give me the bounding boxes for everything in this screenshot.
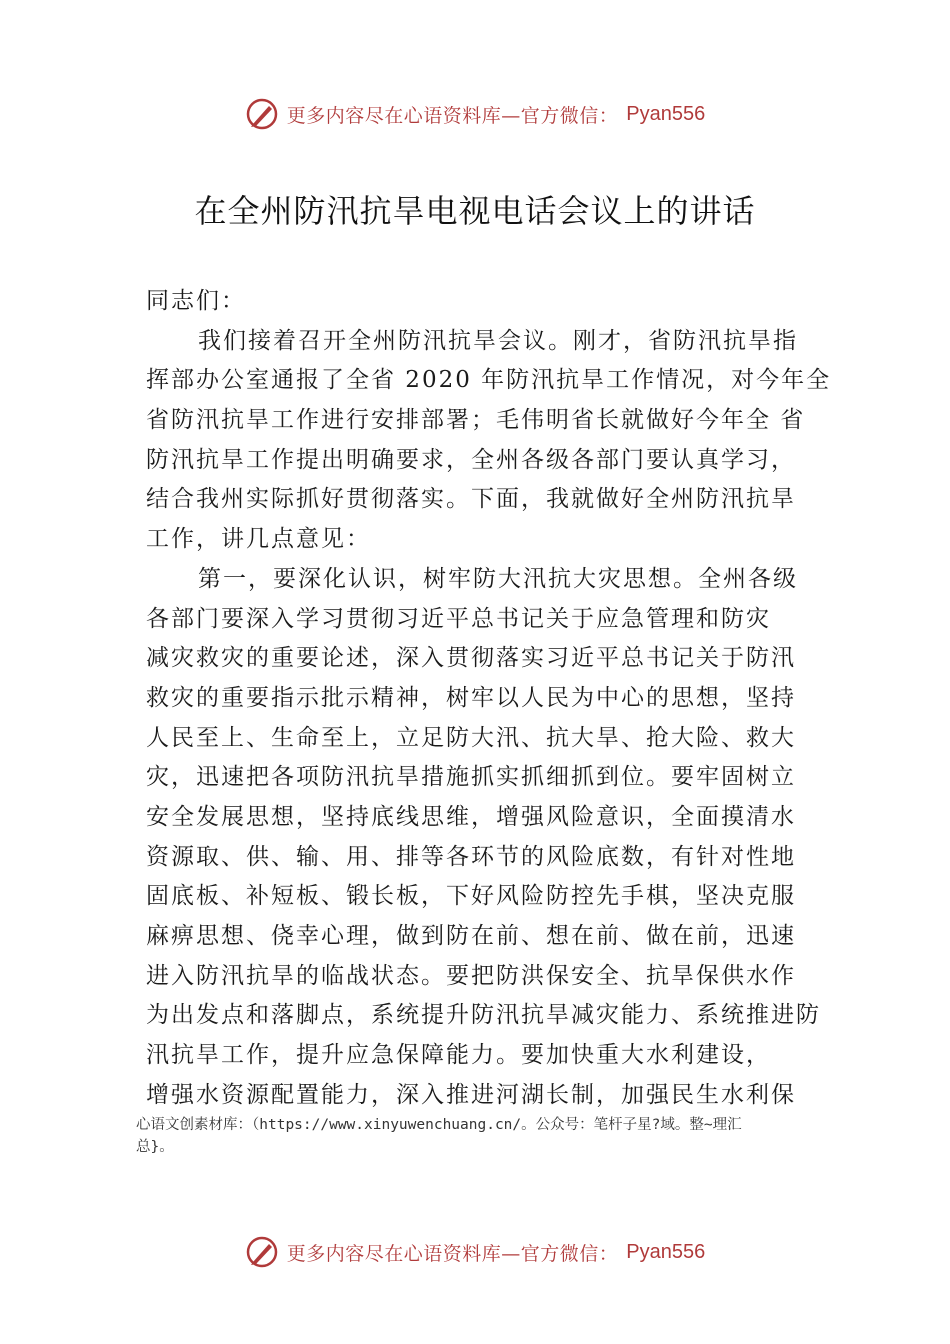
body-line: 减灾救灾的重要论述，深入贯彻落实习近平总书记关于防汛 [146, 645, 796, 672]
watermark-text: 更多内容尽在心语资料库—官方微信： [286, 1242, 619, 1265]
body-line: 汛抗旱工作，提升应急保障能力。要加快重大水利建设， [146, 1042, 771, 1069]
watermark-wechat-id: Pyan556 [626, 102, 706, 125]
body-line: 挥部办公室通报了全省 2020 年防汛抗旱工作情况，对今年全 [146, 367, 832, 394]
body-line: 增强水资源配置能力，深入推进河湖长制，加强民生水利保 [146, 1081, 796, 1108]
body-line: 我们接着召开全州防汛抗旱会议。刚才，省防汛抗旱指 [198, 327, 798, 354]
body-line: 各部门要深入学习贯彻习近平总书记关于应急管理和防灾 [146, 605, 771, 632]
body-line: 省防汛抗旱工作进行安排部署；毛伟明省长就做好今年全 省 [146, 407, 806, 434]
salutation-line: 同志们： [146, 288, 246, 314]
body-line: 安全发展思想，坚持底线思维，增强风险意识，全面摸清水 [146, 803, 796, 830]
pen-logo-icon [245, 97, 279, 131]
source-footnote [136, 1114, 826, 1158]
header-watermark [0, 94, 950, 134]
document-title: 在全州防汛抗旱电视电话会议上的讲话 [194, 192, 756, 230]
body-line: 麻痹思想、侥幸心理，做到防在前、想在前、做在前，迅速 [146, 923, 796, 949]
body-line: 结合我州实际抓好贯彻落实。下面，我就做好全州防汛抗旱 [146, 486, 796, 513]
body-line: 进入防汛抗旱的临战状态。要把防洪保安全、抗旱保供水作 [146, 962, 796, 989]
body-line: 救灾的重要指示批示精神，树牢以人民为中心的思想，坚持 [146, 684, 796, 711]
footer-watermark [0, 1232, 950, 1272]
body-line: 第一，要深化认识，树牢防大汛抗大灾思想。全州各级 [198, 565, 798, 592]
pen-logo-icon [245, 1235, 279, 1269]
watermark-text: 更多内容尽在心语资料库—官方微信： [286, 104, 619, 127]
body-line: 防汛抗旱工作提出明确要求，全州各级各部门要认真学习， [146, 446, 796, 473]
body-line: 资源取、供、输、用、排等各环节的风险底数，有针对性地 [146, 843, 796, 870]
body-line: 工作，讲几点意见： [146, 526, 371, 553]
watermark-wechat-id: Pyan556 [626, 1240, 706, 1263]
body-line: 人民至上、生命至上，立足防大汛、抗大旱、抢大险、救大 [146, 724, 796, 751]
speech-body [146, 282, 836, 1115]
body-line: 固底板、补短板、锻长板，下好风险防控先手棋，坚决克服 [146, 883, 796, 910]
footnote-line: 心语文创素材库：（https://www.xinyuwenchuang.cn/。公众号：笔杆子星?域。整~理汇 [136, 1117, 742, 1133]
body-line: 为出发点和落脚点，系统提升防汛抗旱减灾能力、系统推进防 [146, 1002, 821, 1029]
footnote-line: 总}。 [136, 1139, 174, 1155]
body-line: 灾，迅速把各项防汛抗旱措施抓实抓细抓到位。要牢固树立 [146, 764, 796, 791]
